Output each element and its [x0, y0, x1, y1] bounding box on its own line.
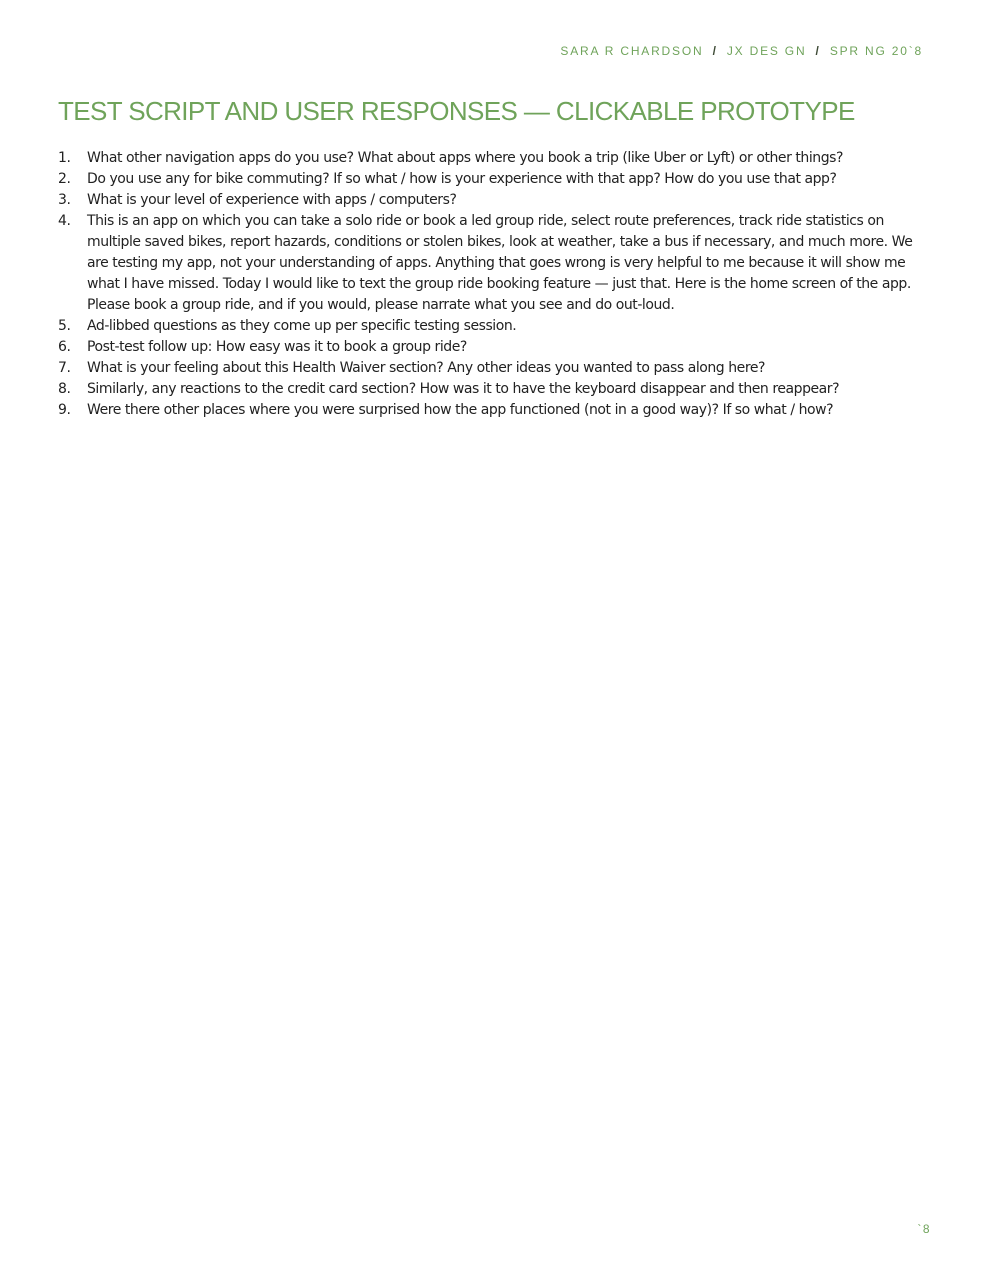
list-item — [58, 148, 928, 169]
page-number: `8 — [917, 1222, 931, 1236]
running-header — [560, 44, 923, 58]
list-item-number: 6. — [58, 339, 71, 355]
list-item-number: 3. — [58, 192, 71, 208]
list-item-text: Ad-libbed questions as they come up per specific testing session. — [87, 318, 517, 334]
header-separator: / — [815, 44, 821, 58]
list-item-number: 5. — [58, 318, 71, 334]
list-item-text: What is your level of experience with apps / computers? — [87, 192, 457, 208]
list-item — [58, 316, 928, 337]
list-item-number: 4. — [58, 213, 71, 229]
list-item-number: 9. — [58, 402, 71, 418]
list-item — [58, 379, 928, 400]
header-term: SPR NG 20`8 — [829, 44, 923, 58]
list-item-text: Were there other places where you were surprised how the app functioned (not in a good way)? If so what / how? — [87, 402, 834, 418]
list-item-text: This is an app on which you can take a solo ride or book a led group ride, select route preferences, track ride statistics on multiple saved bikes, report hazards, conditions or stolen bikes, look at weather, take a bus if necessary, and much more. We are testing my app, not your understanding of apps. Anything that goes wrong is very helpful to me because it will show me what I have missed. Today I would like to text the group ride booking feature — just that. Here is the home screen of the app. Please book a group ride, and if you would, please narrate what you see and do out-loud. — [87, 213, 913, 313]
question-list — [58, 148, 928, 421]
list-item-text: Do you use any for bike commuting? If so what / how is your experience with that app? How do you use that app? — [87, 171, 837, 187]
list-item-text: Similarly, any reactions to the credit card section? How was it to have the keyboard disappear and then reappear? — [87, 381, 840, 397]
list-item — [58, 169, 928, 190]
list-item-text: What is your feeling about this Health Waiver section? Any other ideas you wanted to pass along here? — [87, 360, 765, 376]
list-item — [58, 211, 928, 316]
header-author: SARA R CHARDSON — [560, 44, 704, 58]
list-item-text: What other navigation apps do you use? What about apps where you book a trip (like Uber or Lyft) or other things? — [87, 150, 843, 166]
list-item — [58, 190, 928, 211]
list-item — [58, 337, 928, 358]
list-item-number: 2. — [58, 171, 71, 187]
list-item-number: 8. — [58, 381, 71, 397]
list-item-number: 7. — [58, 360, 71, 376]
header-program: JX DES GN — [726, 44, 807, 58]
page-title: TEST SCRIPT AND USER RESPONSES — CLICKABLE PROTOTYPE — [58, 96, 855, 126]
list-item-number: 1. — [58, 150, 71, 166]
list-item-text: Post-test follow up: How easy was it to book a group ride? — [87, 339, 467, 355]
header-separator: / — [712, 44, 718, 58]
list-item — [58, 400, 928, 421]
list-item — [58, 358, 928, 379]
